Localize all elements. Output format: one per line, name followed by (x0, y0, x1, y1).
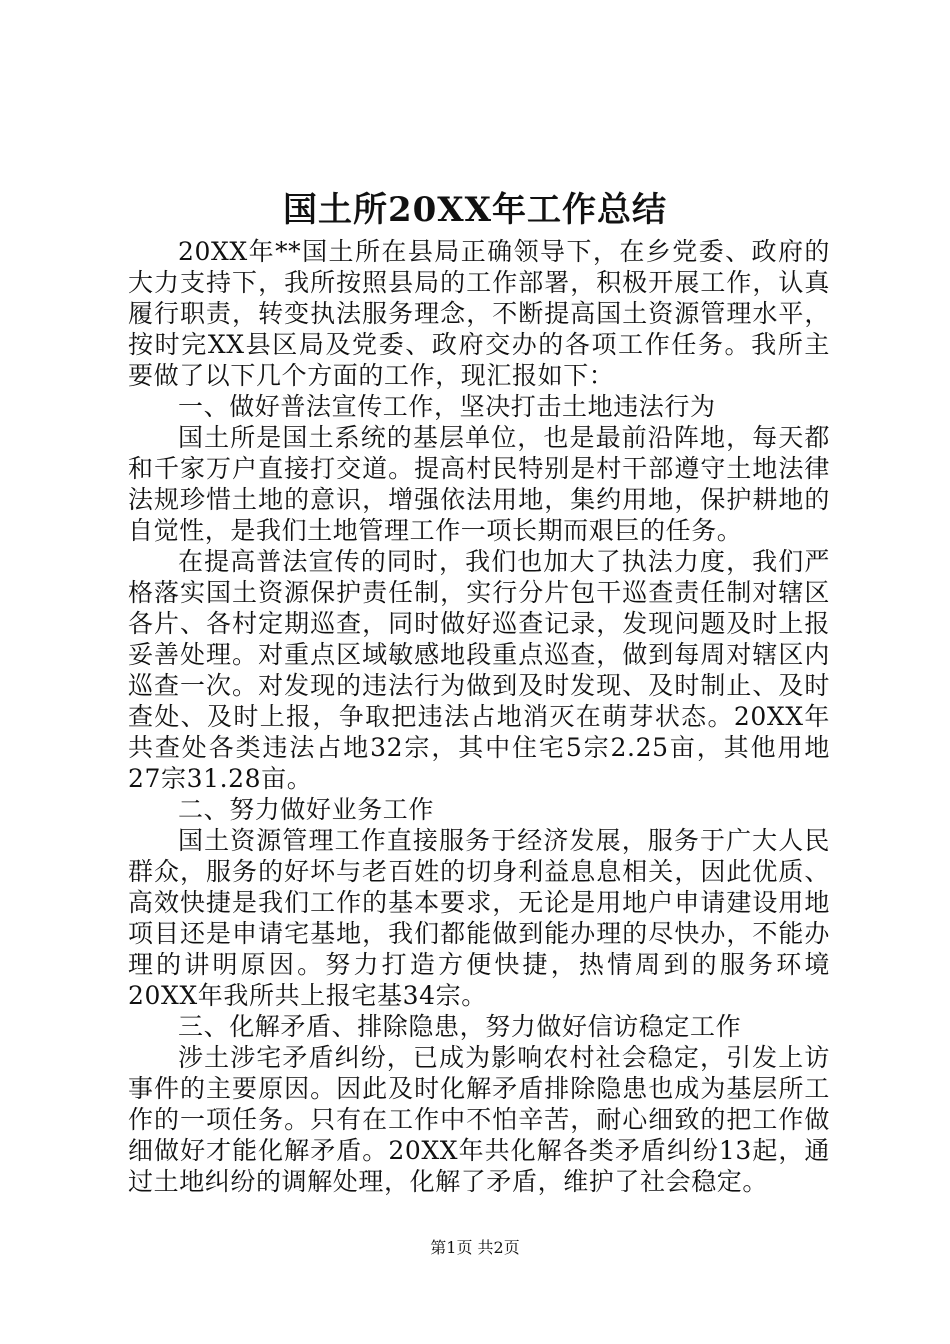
section-heading-3: 三、化解矛盾、排除隐患，努力做好信访稳定工作 (178, 1012, 742, 1041)
page-footer: 第1页 共2页 (430, 1238, 520, 1257)
paragraph-section-3: 涉土涉宅矛盾纠纷，已成为影响农村社会稳定，引发上访事件的主要原因。因此及时化解矛盾排除隐患也成为基层所工作的一项任务。只有在工作中不怕辛苦，耐心细致的把工作做细做好才能化解矛盾。20XX年共化解各类矛盾纠纷13起，通过土地纠纷的调解处理，化解了矛盾，维护了社会稳定。 (128, 1043, 830, 1196)
document-body (128, 236, 830, 1197)
section-heading-2: 二、努力做好业务工作 (178, 795, 435, 824)
section-heading-1: 一、做好普法宣传工作，坚决打击土地违法行为 (178, 392, 716, 421)
paragraph-section-1-b: 在提高普法宣传的同时，我们也加大了执法力度，我们严格落实国土资源保护责任制，实行分片包干巡查责任制对辖区各片、各村定期巡查，同时做好巡查记录，发现问题及时上报妥善处理。对重点区域敏感地段重点巡查，做到每周对辖区内巡查一次。对发现的违法行为做到及时发现、及时制止、及时查处、及时上报，争取把违法占地消灭在萌芽状态。20XX年共查处各类违法占地32宗，其中住宅5宗2.25亩，其他用地27宗31.28亩。 (128, 547, 830, 793)
document-title: 国土所20XX年工作总结 (282, 190, 668, 230)
paragraph-section-2: 国土资源管理工作直接服务于经济发展，服务于广大人民群众，服务的好坏与老百姓的切身利益息息相关，因此优质、高效快捷是我们工作的基本要求，无论是用地户申请建设用地项目还是申请宅基地，我们都能做到能办理的尽快办，不能办理的讲明原因。努力打造方便快捷，热情周到的服务环境20XX年我所共上报宅基34宗。 (128, 826, 830, 1010)
paragraph-intro: 20XX年**国土所在县局正确领导下，在乡党委、政府的大力支持下，我所按照县局的工作部署，积极开展工作，认真履行职责，转变执法服务理念，不断提高国土资源管理水平，按时完XX县区局及党委、政府交办的各项工作任务。我所主要做了以下几个方面的工作，现汇报如下： (128, 237, 830, 390)
paragraph-section-1-a: 国土所是国土系统的基层单位，也是最前沿阵地，每天都和千家万户直接打交道。提高村民特别是村干部遵守土地法律法规珍惜土地的意识，增强依法用地，集约用地，保护耕地的自觉性，是我们土地管理工作一项长期而艰巨的任务。 (128, 423, 830, 545)
